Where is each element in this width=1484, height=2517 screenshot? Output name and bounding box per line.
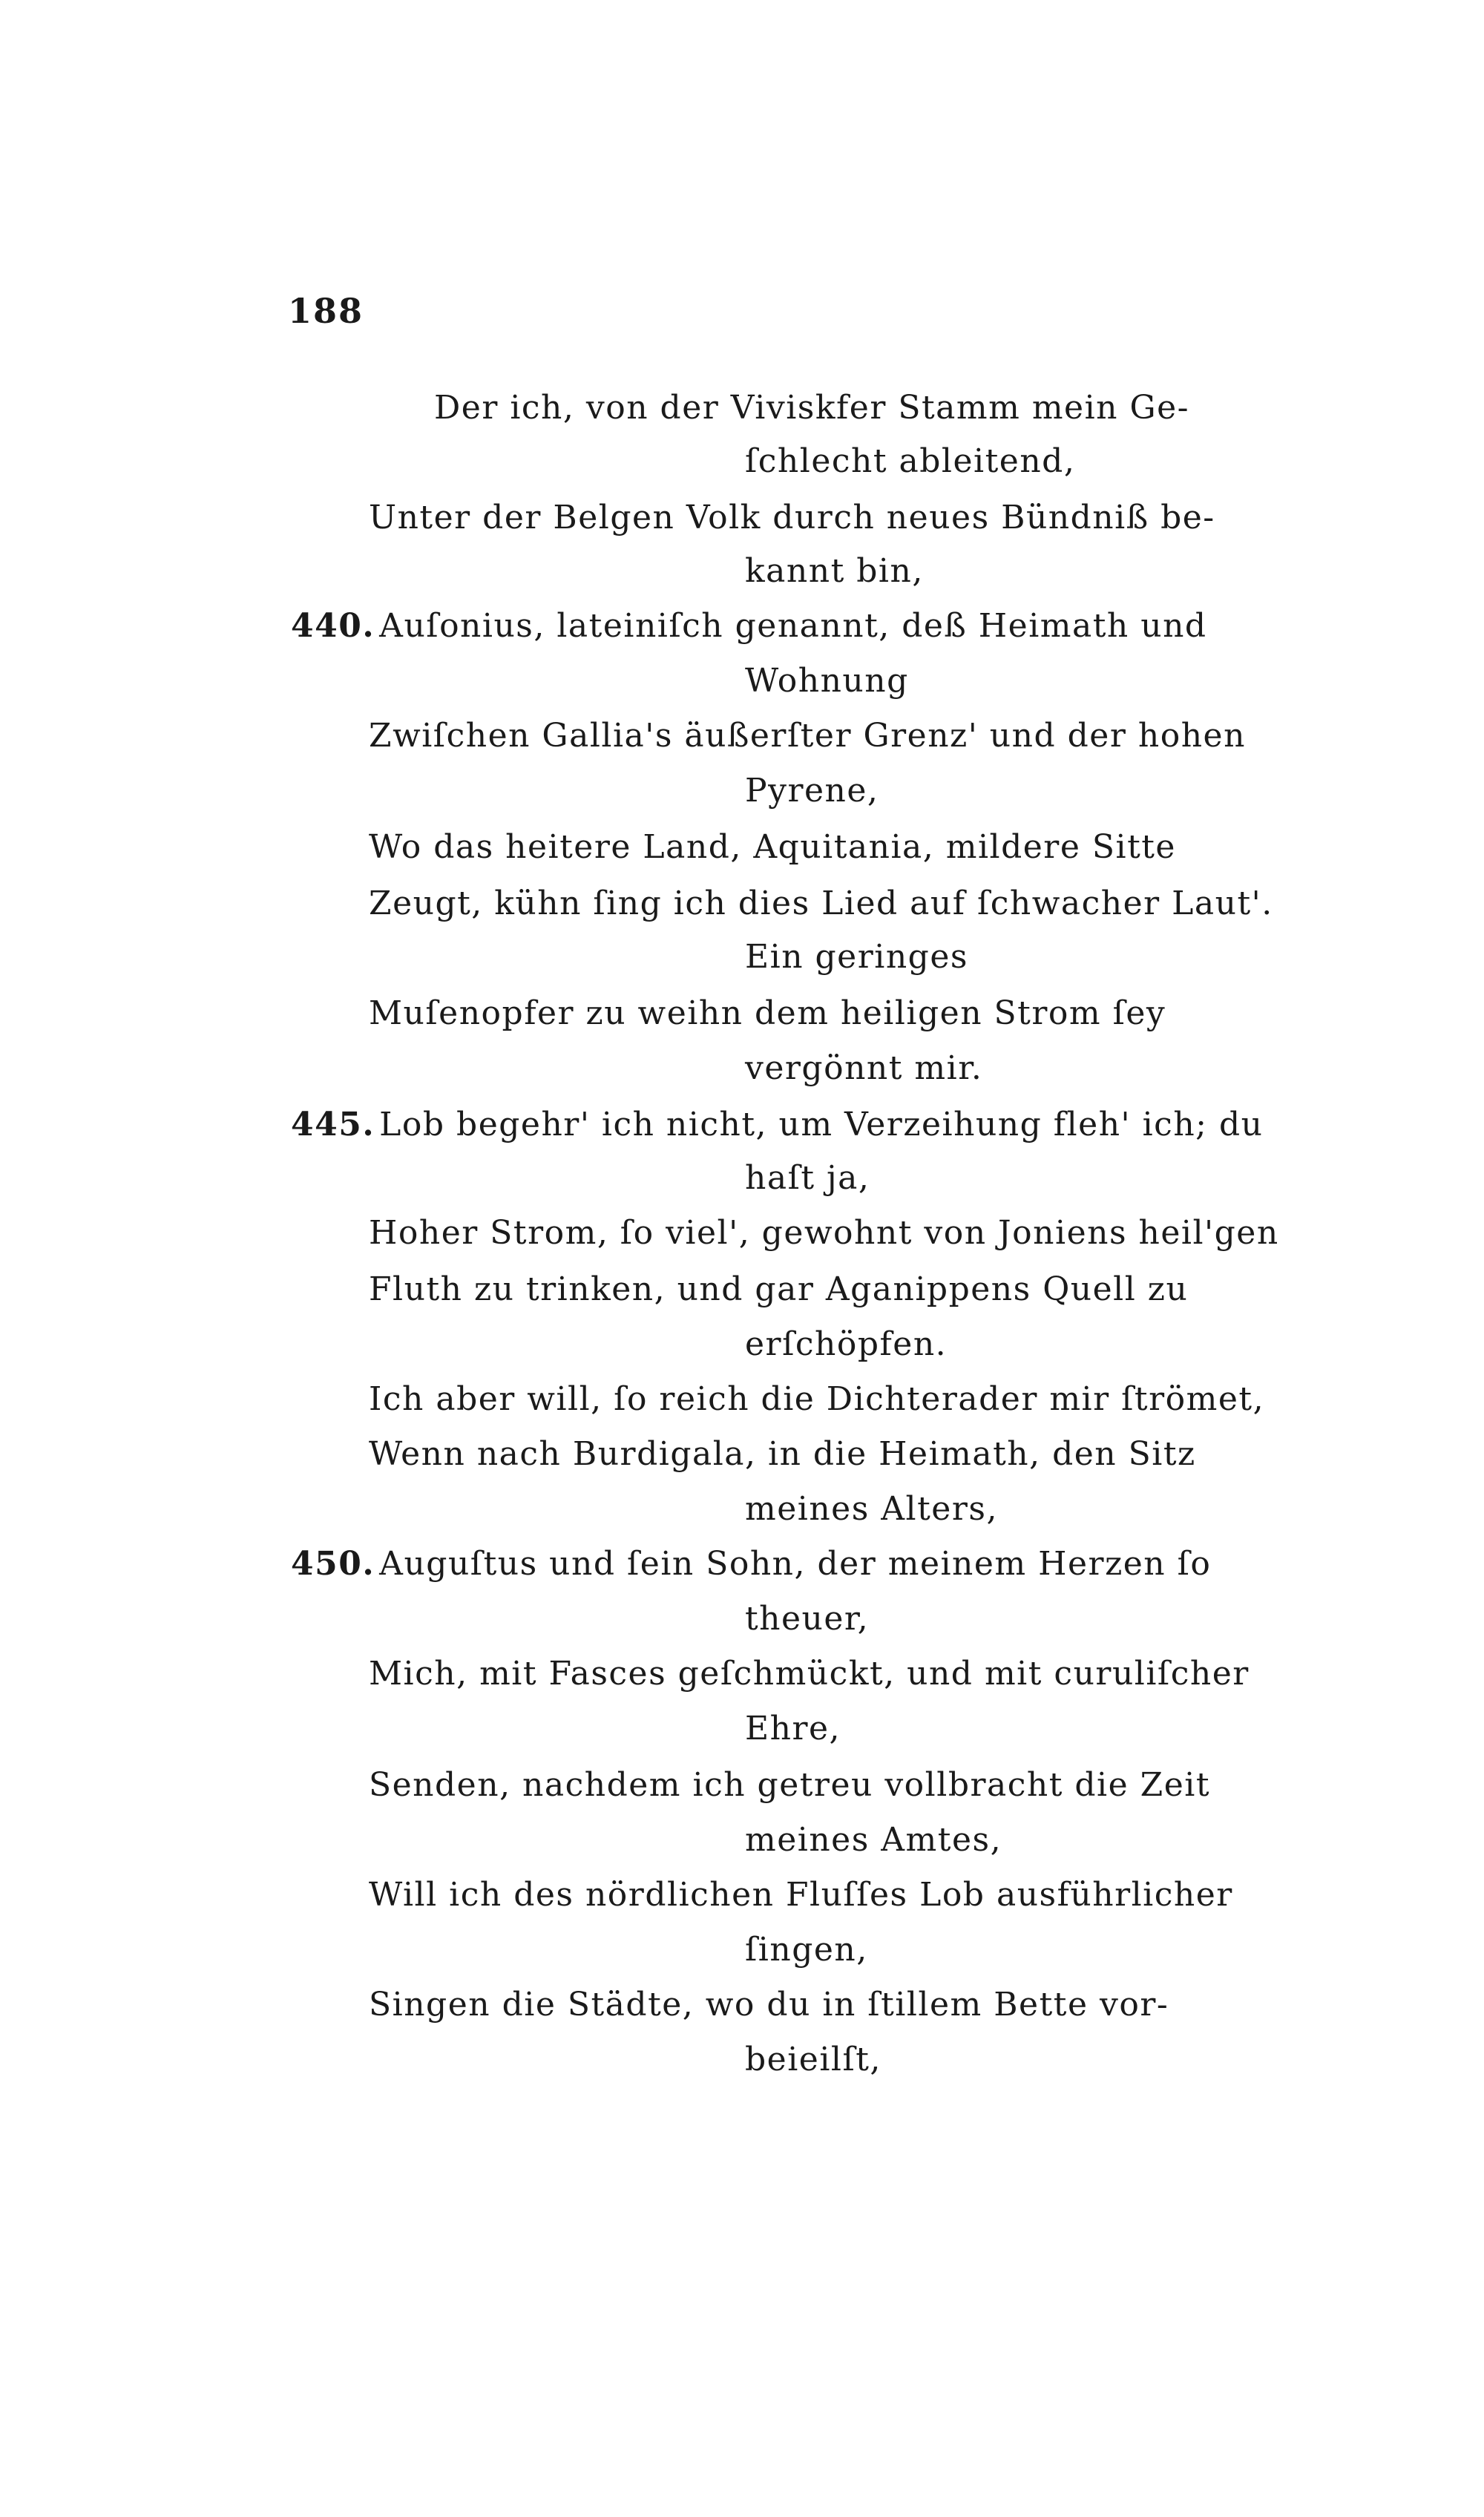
verse-line: Muſenopfer zu weihn dem heiligen Strom ſey [369, 994, 1166, 1032]
verse-continuation: ſingen, [745, 1931, 868, 1969]
verse-line: Fluth zu trinken, und gar Aganippens Quell zu [369, 1270, 1189, 1308]
verse-continuation: vergönnt mir. [745, 1049, 983, 1087]
verse-continuation: Ehre, [745, 1710, 841, 1748]
verse-line: Wo das heitere Land, Aquitania, mildere Sitte [369, 828, 1176, 866]
verse-number: 445. [291, 1106, 375, 1143]
verse-continuation: erſchöpfen. [745, 1325, 948, 1363]
verse-line: 445. Lob begehr' ich nicht, um Verzeihung fleh' ich; du [291, 1106, 1264, 1143]
verse-continuation: meines Alters, [745, 1490, 998, 1528]
verse-line: Unter der Belgen Volk durch neues Bündniß be- [369, 499, 1215, 536]
verse-continuation: theuer, [745, 1600, 870, 1638]
verse-continuation: beieilſt, [745, 2041, 881, 2078]
verse-line: Wenn nach Burdigala, in die Heimath, den Sitz [369, 1435, 1196, 1473]
verse-continuation: ſchlecht ableitend, [745, 442, 1076, 480]
verse-line: Will ich des nördlichen Fluſſes Lob ausführlicher [369, 1876, 1233, 1914]
verse-continuation: Pyrene, [745, 772, 879, 810]
verse-continuation: meines Amtes, [745, 1821, 1002, 1859]
verse-line: Hoher Strom, ſo viel', gewohnt von Joniens heil'gen [369, 1214, 1279, 1252]
verse-continuation: kannt bin, [745, 552, 924, 590]
verse-number: 440. [291, 607, 375, 645]
verse-line: Singen die Städte, wo du in ſtillem Bette vor- [369, 1986, 1169, 2024]
verse-line: Ich aber will, ſo reich die Dichterader mir ſtrömet, [369, 1380, 1265, 1418]
verse-line: 440. Auſonius, lateiniſch genannt, deß Heimath und [291, 607, 1207, 645]
page-number: 188 [288, 291, 364, 331]
verse-line: Senden, nachdem ich getreu vollbracht die Zeit [369, 1766, 1211, 1804]
verse-line: Mich, mit Fasces geſchmückt, und mit curuliſcher [369, 1655, 1250, 1693]
verse-line: 450. Auguſtus und ſein Sohn, der meinem Herzen ſo [291, 1545, 1212, 1583]
verse-line: Der ich, von der Viviskfer Stamm mein Ge- [434, 389, 1190, 427]
verse-number: 450. [291, 1545, 375, 1583]
verse-line: Zwiſchen Gallia's äußerſter Grenz' und der hohen [369, 717, 1246, 755]
verse-continuation: Ein geringes [745, 938, 968, 976]
verse-continuation: Wohnung [745, 662, 909, 700]
verse-continuation: haſt ja, [745, 1159, 870, 1197]
verse-line: Zeugt, kühn ſing ich dies Lied auf ſchwacher Laut'. [369, 885, 1273, 922]
